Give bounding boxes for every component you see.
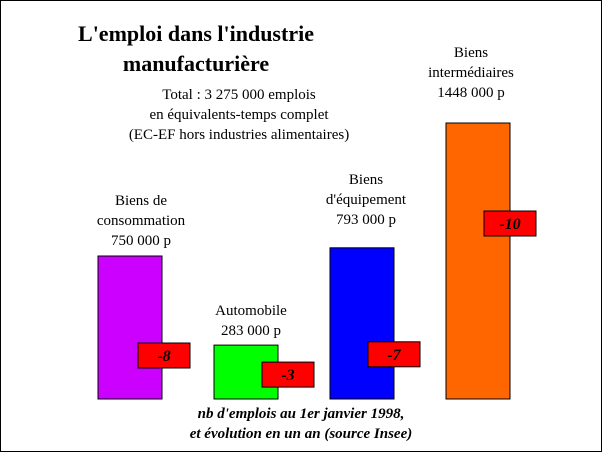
subtitle-line-3: (EC-EF hors industries alimentaires) [128, 127, 350, 143]
bar [98, 256, 162, 399]
category-name-line: intermédiaires [428, 65, 514, 81]
footnote-line-2: et évolution en un an (source Insee) [189, 426, 413, 442]
category-value-label: 793 000 p [336, 212, 396, 228]
category-name-line: d'équipement [325, 192, 407, 208]
category-name-line: Automobile [215, 303, 287, 319]
subtitle-line-2: en équivalents-temps complet [149, 107, 329, 123]
bar [446, 123, 510, 399]
category-value-label: 283 000 p [221, 323, 281, 339]
category-value-label: 750 000 p [111, 233, 171, 249]
category-label-intermediaires [401, 43, 541, 103]
evolution-label: -3 [281, 367, 295, 385]
category-label-automobile [176, 301, 326, 341]
category-value-label: 1448 000 p [437, 85, 505, 101]
bar [330, 248, 394, 399]
evolution-label: -10 [499, 216, 521, 233]
evolution-label: -8 [157, 348, 171, 365]
category-label-equipement [296, 170, 436, 230]
evolution-label: -7 [387, 346, 401, 364]
category-name-line: consommation [96, 213, 186, 229]
chart-title-text: L'emploi dans l'industrie manufacturière [78, 21, 314, 76]
footnote-line-1: nb d'emplois au 1er janvier 1998, [197, 406, 405, 422]
subtitle-line-1: Total : 3 275 000 emplois [162, 87, 316, 103]
category-name-line: Biens de [114, 193, 168, 209]
chart-footnote [151, 404, 451, 444]
category-label-consommation [61, 191, 221, 251]
category-name-line: Biens [348, 172, 384, 188]
category-name-line: Biens [453, 45, 489, 61]
